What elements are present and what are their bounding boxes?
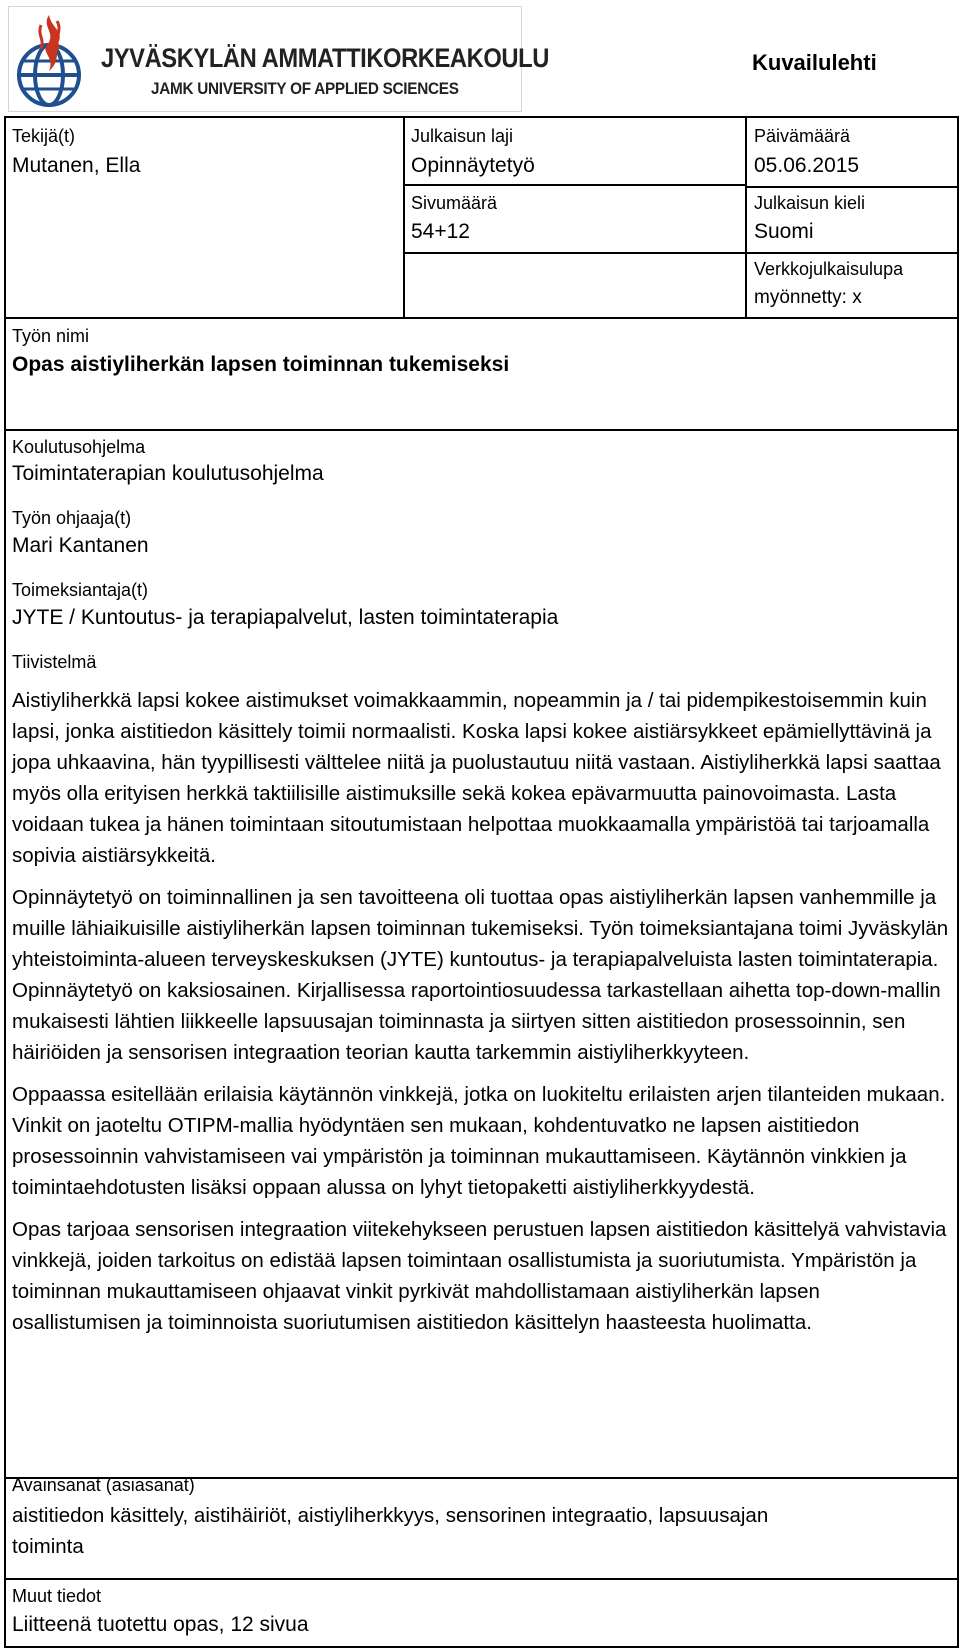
pages-value: 54+12	[411, 220, 470, 243]
date-label: Päivämäärä	[754, 126, 851, 146]
author-label: Tekijä(t)	[12, 126, 76, 146]
form-border-bottom	[4, 1646, 959, 1648]
commissioner-value: JYTE / Kuntoutus- ja terapiapalvelut, lasten toimintaterapia	[12, 606, 559, 629]
supervisor-value: Mari Kantanen	[12, 534, 149, 557]
date-value: 05.06.2015	[754, 154, 860, 177]
divider-program	[4, 429, 959, 431]
form-border-top	[4, 116, 959, 118]
divider-col-2	[745, 116, 747, 317]
thesis-title: Opas aistiyliherkän lapsen toiminnan tukemiseksi	[12, 353, 510, 376]
divider-pages	[403, 184, 745, 186]
web-permit-value: myönnetty: x	[754, 287, 862, 308]
abstract-body	[12, 685, 954, 1349]
divider-title	[4, 317, 959, 319]
pub-type-label: Julkaisun laji	[411, 126, 514, 146]
form-border-right	[957, 116, 959, 1647]
keywords-line-2: toiminta	[12, 1535, 84, 1558]
divider-blank	[403, 252, 957, 254]
keywords-label: Avainsanat (asiasanat)	[12, 1475, 195, 1495]
logo	[8, 6, 549, 112]
pub-type-value: Opinnäytetyö	[411, 154, 535, 177]
program-label: Koulutusohjelma	[12, 437, 146, 457]
language-value: Suomi	[754, 220, 814, 243]
supervisor-label: Työn ohjaaja(t)	[12, 508, 132, 528]
logo-subtitle: JAMK UNIVERSITY OF APPLIED SCIENCES	[151, 79, 459, 98]
web-permit-label: Verkkojulkaisulupa	[754, 259, 904, 279]
language-label: Julkaisun kieli	[754, 193, 866, 213]
commissioner-label: Toimeksiantaja(t)	[12, 580, 149, 600]
pages-label: Sivumäärä	[411, 193, 498, 213]
abstract-label: Tiivistelmä	[12, 652, 97, 672]
logo-name: JYVÄSKYLÄN AMMATTIKORKEAKOULU	[101, 43, 549, 73]
abstract-paragraph-4: Opas tarjoaa sensorisen integraation viitekehykseen perustuen lapsen aistitiedon käsittelyä vahvistavia vinkkejä, joiden tarkoitus on edistää lapsen toimintaan osallistumista ja suoriutumista. Ympäristön ja toiminnan mukauttamiseen ohjaavat vinkit pyrkivät mahdollistamaan aistiyliherkän lapsen osallistumisen ja toiminnoista suoriutumisen aistitiedon käsittelyn haasteesta huolimatta.	[12, 1218, 947, 1334]
abstract-paragraph-1: Aistiyliherkkä lapsi kokee aistimukset voimakkaammin, nopeammin ja / tai pidempikestoisemmin kuin lapsi, jonka aistitiedon käsittely toimii normaalisti. Koska lapsi kokee aistiärsykkeet epämiellyttävinä ja jopa uhkaavina, hän tyypillisesti välttelee niitä ja puolustautuu niitä vastaan. Aistiyliherkkä lapsi saattaa myös olla erityisen herkkä taktiilisille aistimuksille sekä kokea epävarmuutta painovoimasta. Lasta voidaan tukea ja hänen toimintaan sitoutumistaan helpottaa muokkaamalla ympäristöä tai tarjoamalla sopivia aistiärsykkeitä.	[12, 689, 941, 867]
jamk-flame-globe-icon	[11, 9, 91, 107]
keywords-line-1: aistitiedon käsittely, aistihäiriöt, aistiyliherkkyys, sensorinen integraatio, lapsuusajan	[12, 1504, 769, 1527]
document-title: Kuvailulehti	[752, 50, 877, 75]
divider-language	[745, 186, 957, 188]
abstract-paragraph-3: Oppaassa esitellään erilaisia käytännön vinkkejä, jotka on luokiteltu erilaisten arjen tilanteiden mukaan. Vinkit on jaoteltu OTIPM-mallia hyödyntäen sen mukaan, kohdentuvatko ne lapsen aistitiedon prosessoinnin vahvistamiseen vai ympäristön ja toiminnan mukauttamiseen. Käytännön vinkkien ja toimintaehdotusten lisäksi oppaan alussa on lyhyt tietopaketti aistiyliherkkyydestä.	[12, 1083, 946, 1199]
other-info-label: Muut tiedot	[12, 1586, 102, 1606]
title-label: Työn nimi	[12, 326, 90, 346]
abstract-paragraph-2: Opinnäytetyö on toiminnallinen ja sen tavoitteena oli tuottaa opas aistiyliherkän lapsen vanhemmille ja muille lähiaikuisille aistiyliherkän lapsen toiminnan tukemiseksi. Työn toimeksiantajana toimi Jyväskylän yhteistoiminta-alueen terveyskeskuksen (JYTE) kuntoutus- ja terapiapalveluista lasten toimintaterapia. Opinnäytetyö on kaksiosainen. Kirjallisessa raportointiosuudessa tarkastellaan aihetta top-down-mallin mukaisesti lähtien liikkeelle lapsuusajan toiminnasta ja siirtyen sitten aistitiedon prosessoinnin, sen häiriöiden ja sensorisen integraation teorian kautta tarkemmin aistiyliherkkyyteen.	[12, 886, 949, 1064]
other-info-value: Liitteenä tuotettu opas, 12 sivua	[12, 1613, 309, 1636]
divider-other	[4, 1578, 959, 1580]
divider-col-1	[403, 116, 405, 317]
form-border-left	[4, 116, 6, 1647]
program-value: Toimintaterapian koulutusohjelma	[12, 462, 324, 485]
author-value: Mutanen, Ella	[12, 154, 141, 177]
